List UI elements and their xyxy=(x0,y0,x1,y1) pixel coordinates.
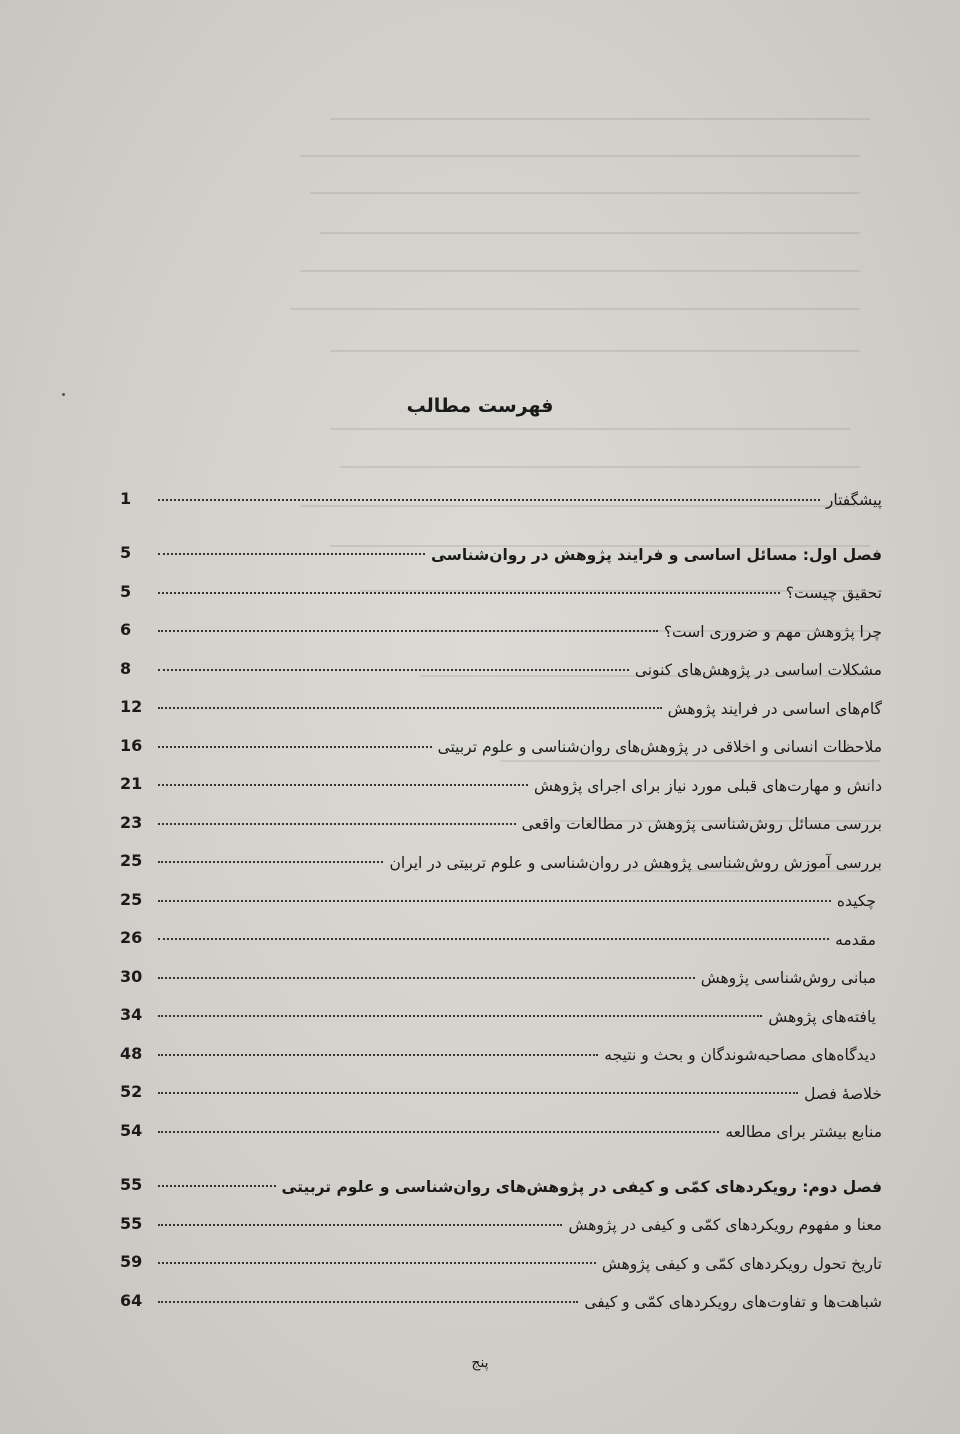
page-number-footer: پنج xyxy=(471,1355,489,1371)
toc-leader-dots xyxy=(158,822,516,825)
toc-row xyxy=(120,794,882,833)
toc-page-number: 55 xyxy=(120,1213,143,1233)
toc-leader-dots xyxy=(158,498,820,501)
toc-row xyxy=(120,833,882,872)
table-of-contents xyxy=(120,470,882,1311)
toc-leader-dots xyxy=(158,1091,798,1094)
toc-leader-dots xyxy=(158,937,829,940)
toc-row xyxy=(120,1195,882,1234)
toc-row xyxy=(120,1025,882,1064)
toc-entry-title: گام‌های اساسی در فرایند پژوهش xyxy=(667,699,882,718)
toc-row xyxy=(120,717,882,756)
toc-entry-title: مقدمه xyxy=(835,930,876,949)
toc-entry-title: مبانی روش‌شناسی پژوهش xyxy=(700,969,876,987)
toc-page-number: 6 xyxy=(120,620,132,639)
toc-row xyxy=(120,756,882,795)
toc-row xyxy=(120,1272,882,1311)
toc-leader-dots xyxy=(158,1261,596,1264)
toc-entry-title: شباهت‌ها و تفاوت‌های رویکردهای کمّی و کیفی xyxy=(584,1293,882,1311)
toc-leader-dots xyxy=(158,1300,578,1303)
toc-page-number: 55 xyxy=(120,1175,143,1194)
toc-page-number: 8 xyxy=(120,658,132,678)
toc-page-number: 54 xyxy=(120,1120,143,1140)
toc-row xyxy=(120,910,882,949)
toc-entry-title: بررسی آموزش روش‌شناسی پژوهش در روان‌شناسی و علوم تربیتی در ایران xyxy=(389,853,882,872)
toc-entry-title: پیشگفتار xyxy=(825,491,882,509)
toc-leader-dots xyxy=(158,552,425,555)
page-title: فهرست مطالب xyxy=(406,395,554,417)
toc-leader-dots xyxy=(158,591,780,594)
toc-leader-dots xyxy=(158,629,658,632)
toc-chapter-title: فصل دوم: رویکردهای کمّی و کیفی در پژوهش‌های روان‌شناسی و علوم تربیتی xyxy=(281,1177,882,1196)
toc-leader-dots xyxy=(158,668,629,671)
toc-page-number: 59 xyxy=(120,1252,143,1271)
toc-entry-title: چرا پژوهش مهم و ضروری است؟ xyxy=(663,622,882,641)
toc-entry-title: تحقیق چیست؟ xyxy=(785,584,882,602)
toc-page-number: 48 xyxy=(120,1043,143,1063)
toc-leader-dots xyxy=(158,976,695,979)
toc-row xyxy=(120,1234,882,1273)
toc-chapter-row xyxy=(120,1157,882,1196)
toc-leader-dots xyxy=(158,1053,598,1056)
toc-page-number: 23 xyxy=(120,812,143,832)
toc-row xyxy=(120,987,882,1026)
toc-page-number: 25 xyxy=(120,889,143,909)
toc-page-number: 34 xyxy=(120,1005,143,1024)
toc-page-number: 5 xyxy=(120,581,132,601)
toc-row xyxy=(120,470,882,509)
toc-entry-title: دانش و مهارت‌های قبلی مورد نیاز برای اجرای پژوهش xyxy=(534,776,882,795)
toc-leader-dots xyxy=(158,1184,276,1187)
toc-entry-title: منابع بیشتر برای مطالعه xyxy=(725,1123,882,1141)
toc-page-number: 12 xyxy=(120,697,143,716)
toc-row xyxy=(120,640,882,679)
toc-entry-title: معنا و مفهوم رویکردهای کمّی و کیفی در پژوهش xyxy=(568,1216,882,1234)
toc-row xyxy=(120,679,882,718)
toc-entry-title: خلاصهٔ فصل xyxy=(804,1084,882,1103)
toc-page-number: 21 xyxy=(120,774,143,793)
toc-leader-dots xyxy=(158,745,432,748)
toc-leader-dots xyxy=(158,783,528,786)
toc-row xyxy=(120,1064,882,1103)
toc-page-number: 64 xyxy=(120,1290,143,1310)
toc-leader-dots xyxy=(158,899,831,902)
toc-page-number: 16 xyxy=(120,735,143,755)
toc-page-number: 25 xyxy=(120,851,143,870)
toc-chapter-row xyxy=(120,525,882,564)
toc-row xyxy=(120,563,882,602)
toc-page-number: 26 xyxy=(120,928,143,947)
toc-entry-title: تاریخ تحول رویکردهای کمّی و کیفی پژوهش xyxy=(601,1254,882,1273)
toc-entry-title: چکیده xyxy=(836,892,876,910)
toc-row xyxy=(120,1102,882,1141)
toc-row xyxy=(120,871,882,910)
toc-row xyxy=(120,602,882,641)
toc-entry-title: دیدگاه‌های مصاحبه‌شوندگان و بحث و نتیجه xyxy=(604,1046,876,1064)
toc-chapter-title: فصل اول: مسائل اساسی و فرایند پژوهش در روان‌شناسی xyxy=(430,545,882,564)
toc-entry-title: مشکلات اساسی در پژوهش‌های کنونی xyxy=(634,661,882,679)
toc-page-number: 5 xyxy=(120,543,132,562)
toc-page-number: 52 xyxy=(120,1082,143,1101)
toc-leader-dots xyxy=(158,1223,562,1226)
toc-leader-dots xyxy=(158,860,383,863)
toc-row xyxy=(120,948,882,987)
toc-entry-title: یافته‌های پژوهش xyxy=(768,1007,876,1026)
toc-entry-title: بررسی مسائل روش‌شناسی پژوهش در مطالعات واقعی xyxy=(521,815,882,833)
toc-page-number: 30 xyxy=(120,966,143,986)
toc-leader-dots xyxy=(158,706,662,709)
toc-page-number: 1 xyxy=(120,488,132,508)
toc-leader-dots xyxy=(158,1014,762,1017)
toc-leader-dots xyxy=(158,1130,719,1133)
toc-entry-title: ملاحظات انسانی و اخلاقی در پژوهش‌های روان‌شناسی و علوم تربیتی xyxy=(437,738,882,756)
